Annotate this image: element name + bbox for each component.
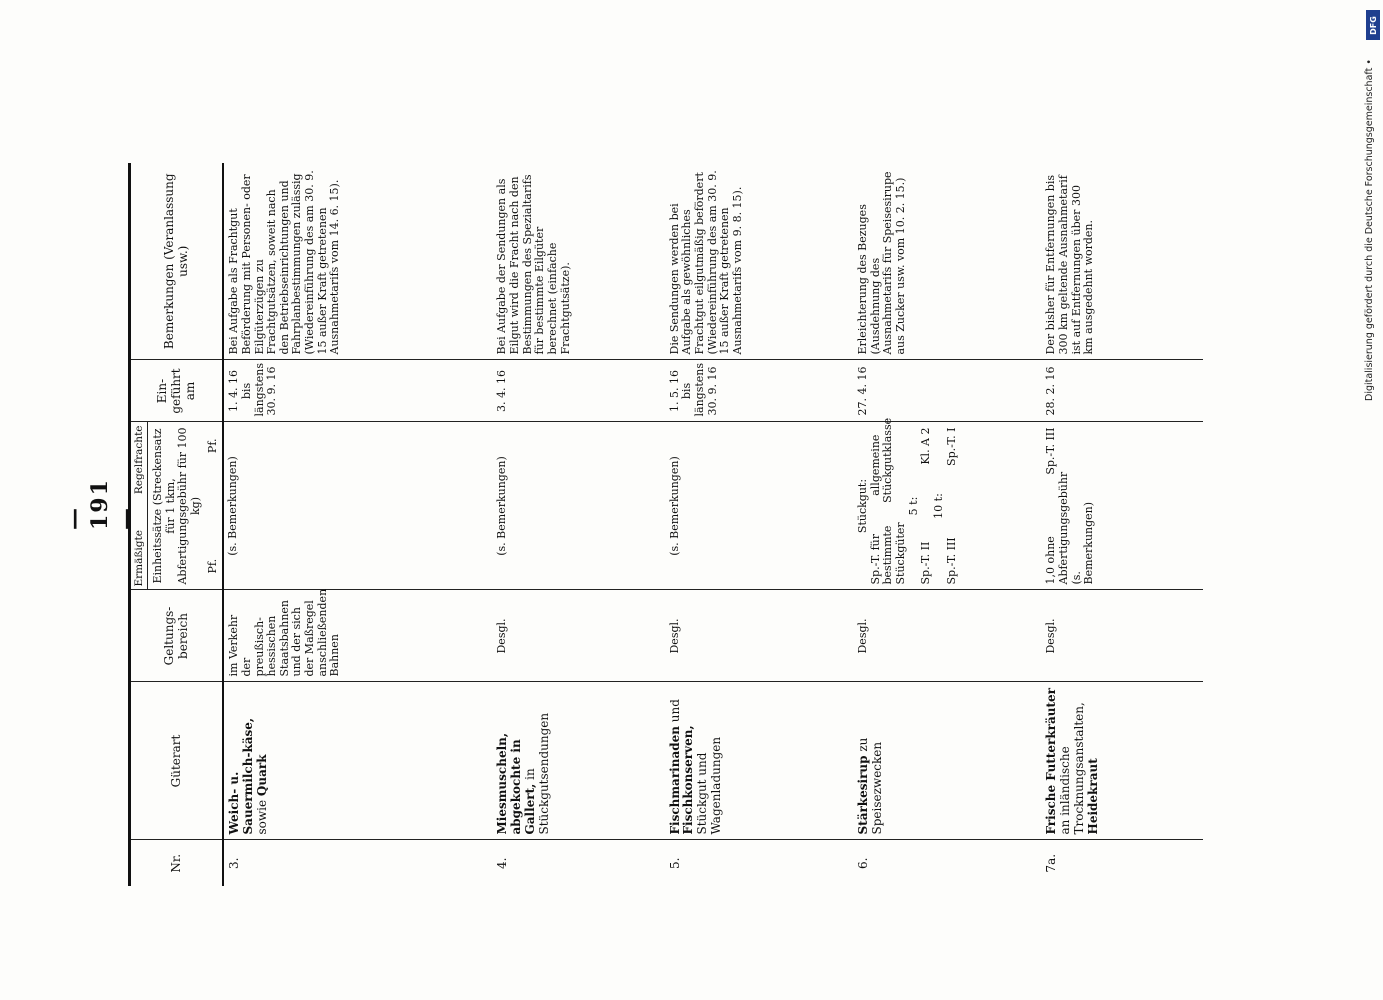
gut-name-2: Heidekraut	[1085, 758, 1100, 835]
tariff-right-2: Kl. A 2	[919, 427, 933, 465]
row-geltungsbereich: Desgl.	[492, 590, 664, 682]
row-einheitssaetze: (s. Bemerkungen)	[223, 422, 492, 590]
digitization-watermark: Digitalisierung gefördert durch die Deutsche Forschungsgemeinschaft •	[1364, 59, 1375, 401]
row-eingefuehrt: 1. 4. 16 bis längstens 30. 9. 16	[223, 360, 492, 422]
row-nr: 6.	[856, 857, 871, 869]
header-regelfrachte: Regelfrachte	[133, 425, 145, 495]
row-bemerkung: Bei Aufgabe der Sendungen als Eilgut wird die Fracht nach den Bestimmungen des Spezialtarifs für bestimmte Eilgüter berechnet (einfache Frachtgutsätze).	[492, 163, 664, 360]
gut-name-2: Fischkonserven,	[681, 725, 696, 835]
tonnage-10t: 10 t:	[931, 493, 945, 519]
tariff-table-container	[128, 163, 1203, 886]
tariff-right-1: allgemeine Stückgutklasse	[868, 417, 895, 503]
gut-text: und	[667, 699, 682, 723]
tariff-left-1: Sp.-T. für bestimmte Stückgüter	[868, 522, 907, 585]
row-gueterart	[1041, 682, 1203, 840]
gut-name: Frische Futterkräuter	[1044, 687, 1059, 835]
table-row	[665, 163, 853, 886]
tariff-left: 1,0 ohne Abfertigungsgebühr (s. Bemerkungen)	[1044, 471, 1096, 585]
row-geltungsbereich: Desgl.	[665, 590, 853, 682]
watermark-area	[1318, 10, 1378, 401]
tariff-right: Sp.-T. III	[1044, 427, 1058, 475]
gut-name: Weich- u. Sauermilch-käse,	[227, 717, 256, 835]
page-number: — 191 —	[61, 478, 139, 530]
header-einheitssaetze-text: Einheitssätze (Streckensatz für 1 tkm, Abfertigungsgebühr für 100 kg)	[151, 427, 202, 585]
gut-text: an inländische Trocknungsanstalten,	[1058, 702, 1087, 835]
gut-text: sowie	[254, 799, 269, 835]
stueckgut-label: Stückgut:	[856, 478, 870, 534]
row-geltungsbereich: Desgl.	[1041, 590, 1203, 682]
row-nr: 4.	[495, 857, 510, 869]
header-bemerkungen: Bemerkungen (Veranlassung usw.)	[130, 163, 224, 360]
row-geltungsbereich: im Verkehr der preußisch-hessischen Staatsbahnen und der sich der Maßregel anschließenden Bahnen	[223, 590, 492, 682]
row-nr: 7a.	[1044, 853, 1059, 873]
row-gueterart	[492, 682, 664, 840]
row-bemerkung: Die Sendungen werden bei Aufgabe als gewöhnliches Frachtgut eilgutmäßig befördert (Wiedereinführung des am 30. 9. 15 außer Kraft getretenen Ausnahmetarifs vom 9. 8. 15).	[665, 163, 853, 360]
header-pf-left: Pf.	[205, 558, 219, 574]
row-einheitssaetze: (s. Bemerkungen)	[492, 422, 664, 590]
row-nr: 5.	[667, 857, 682, 869]
tariff-left-2: Sp.-T. II	[919, 541, 933, 585]
header-geltungsbereich: Geltungs-bereich	[130, 590, 224, 682]
table-row	[853, 163, 1041, 886]
tonnage-5t: 5 t:	[906, 496, 920, 516]
row-gueterart	[665, 682, 853, 840]
row-einheitssaetze	[853, 417, 1041, 590]
row-einheitssaetze: (s. Bemerkungen)	[665, 422, 853, 590]
header-eingefuehrt: Ein-geführt am	[130, 360, 224, 422]
gut-name: Fischmarinaden	[667, 726, 682, 835]
row-eingefuehrt: 3. 4. 16	[492, 360, 664, 422]
gut-name: Miesmuscheln, abgekochte in Gallert,	[495, 732, 538, 835]
tariff-left-3: Sp.-T. III	[944, 537, 958, 585]
row-gueterart	[223, 682, 492, 840]
gut-text-2: Stückgut und Wagenladungen	[695, 736, 724, 835]
row-geltungsbereich: Desgl.	[853, 590, 1041, 682]
row-nr: 3.	[227, 857, 242, 869]
row-bemerkung: Bei Aufgabe als Frachtgut Beförderung mit Personen- oder Eilgüterzügen zu Frachtgutsätzen, soweit nach den Betriebseinrichtungen und Fahrplanbestimmungen zulässig (Wiedereinführung des am 30. 9. 15 außer Kraft getretenen Ausnahmetarifs vom 14. 6. 15).	[223, 163, 492, 360]
header-ermaessigte: Ermäßigte	[133, 530, 145, 587]
row-bemerkung: Der bisher für Entfernungen bis 300 km geltende Ausnahmetarif ist auf Entfernungen über 300 km ausgedehnt worden.	[1041, 163, 1203, 360]
tariff-table	[128, 163, 1203, 886]
gut-text: in Stückgutsendungen	[523, 712, 551, 835]
row-bemerkung: Erleichterung des Bezuges (Ausdehnung des Ausnahmetarifs für Speisesirupe aus Zucker usw. vom 10. 2. 15.)	[853, 163, 1041, 360]
gut-name-2: Quark	[254, 754, 269, 797]
header-nr: Nr.	[130, 840, 224, 886]
header-einheitssaetze	[130, 422, 224, 590]
table-row	[492, 163, 664, 886]
gut-name: Stärkesirup	[856, 755, 871, 835]
row-eingefuehrt: 28. 2. 16	[1041, 360, 1203, 422]
tariff-right-3: Sp.-T. I	[944, 427, 958, 466]
table-row	[1041, 163, 1203, 886]
gut-text: zu Speisezwecken	[856, 737, 884, 835]
row-eingefuehrt: 27. 4. 16	[853, 360, 1041, 422]
header-gueterart: Güterart	[130, 682, 224, 840]
table-row	[223, 163, 492, 886]
row-einheitssaetze	[1041, 422, 1203, 590]
row-gueterart	[853, 682, 1041, 840]
row-eingefuehrt: 1. 5. 16 bis längstens 30. 9. 16	[665, 360, 853, 422]
dfg-logo: DFG	[1366, 10, 1380, 40]
header-pf-right: Pf.	[205, 438, 219, 454]
